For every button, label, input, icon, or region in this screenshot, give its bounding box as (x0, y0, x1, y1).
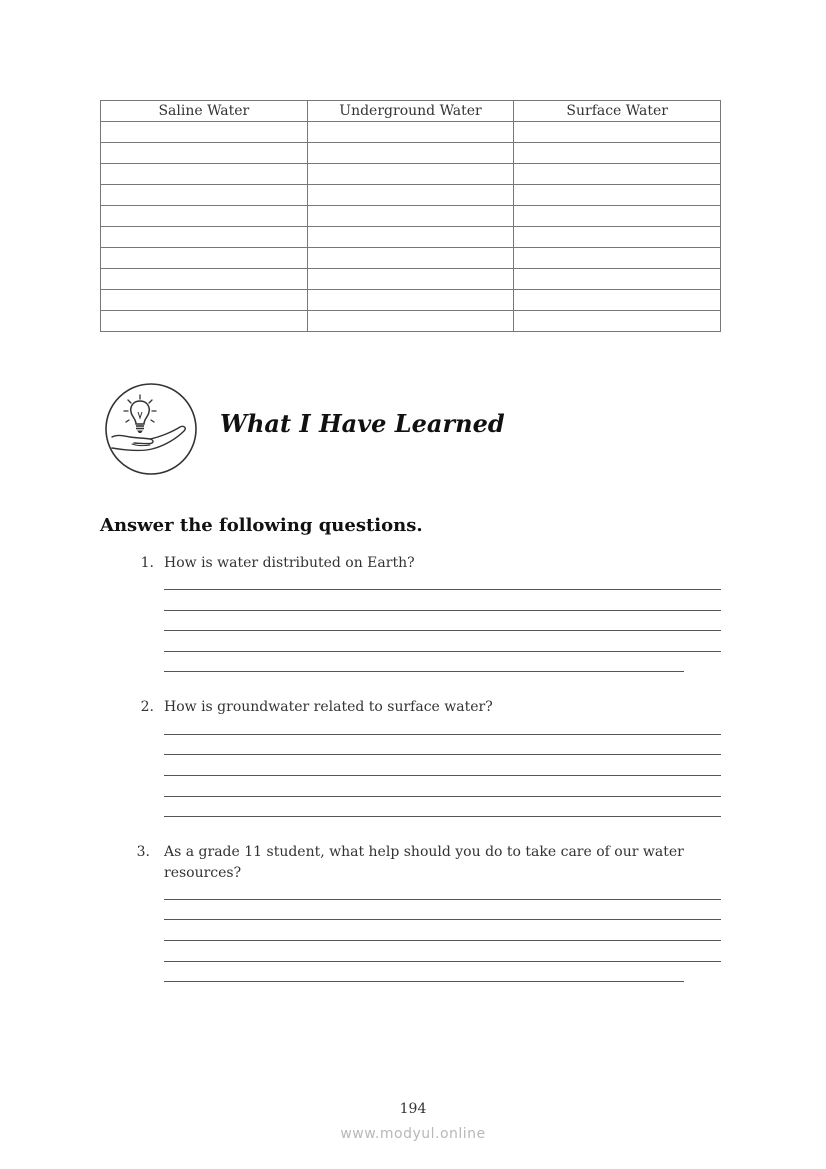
answer-line[interactable] (164, 630, 721, 631)
answer-line[interactable] (164, 610, 721, 611)
table-row (101, 206, 721, 227)
table-cell[interactable] (514, 290, 721, 311)
table-cell[interactable] (514, 269, 721, 290)
answer-line[interactable] (164, 816, 721, 817)
table-row (101, 248, 721, 269)
table-cell[interactable] (307, 311, 514, 332)
water-classification-table (100, 100, 721, 332)
table-cell[interactable] (307, 122, 514, 143)
answer-line[interactable] (164, 775, 721, 776)
table-cell[interactable] (101, 143, 308, 164)
answer-line[interactable] (164, 651, 721, 652)
table-cell[interactable] (101, 311, 308, 332)
table-row (101, 185, 721, 206)
table-cell[interactable] (101, 185, 308, 206)
table-row (101, 269, 721, 290)
table-header-row (101, 101, 721, 122)
table-cell[interactable] (514, 227, 721, 248)
answer-line[interactable] (164, 796, 721, 797)
question-2-number: 2. (140, 699, 154, 715)
table-cell[interactable] (307, 206, 514, 227)
answer-line[interactable] (164, 589, 721, 590)
column-header-surface-water: Surface Water (514, 101, 721, 122)
table-cell[interactable] (514, 248, 721, 269)
instructions-heading: Answer the following questions. (100, 515, 423, 536)
answer-line[interactable] (164, 734, 721, 735)
table-cell[interactable] (307, 290, 514, 311)
table-cell[interactable] (514, 143, 721, 164)
question-2-text: How is groundwater related to surface water? (164, 699, 493, 715)
question-1-number: 1. (140, 555, 154, 571)
answer-line[interactable] (164, 754, 721, 755)
table-cell[interactable] (307, 269, 514, 290)
table-row (101, 164, 721, 185)
table-cell[interactable] (307, 227, 514, 248)
table-row (101, 143, 721, 164)
question-3-text-line-1: As a grade 11 student, what help should you do to take care of our water (164, 844, 684, 860)
column-header-saline-water: Saline Water (101, 101, 308, 122)
table-cell[interactable] (101, 248, 308, 269)
table-cell[interactable] (514, 122, 721, 143)
answer-line[interactable] (164, 919, 721, 920)
table-cell[interactable] (101, 122, 308, 143)
answer-line[interactable] (164, 899, 721, 900)
question-3-text-line-2: resources? (164, 865, 242, 881)
table-cell[interactable] (101, 290, 308, 311)
answer-line[interactable] (164, 981, 684, 982)
table-row (101, 227, 721, 248)
table-cell[interactable] (514, 311, 721, 332)
table-cell[interactable] (101, 227, 308, 248)
table-row (101, 311, 721, 332)
table-cell[interactable] (307, 248, 514, 269)
table-row (101, 122, 721, 143)
watermark-text: www.modyul.online (340, 1126, 486, 1142)
column-header-underground-water: Underground Water (307, 101, 514, 122)
table-cell[interactable] (307, 185, 514, 206)
table-cell[interactable] (101, 206, 308, 227)
table-cell[interactable] (307, 164, 514, 185)
table-row (101, 290, 721, 311)
table-cell[interactable] (101, 269, 308, 290)
table-cell[interactable] (307, 143, 514, 164)
lightbulb-in-hand-icon (104, 382, 198, 476)
table-cell[interactable] (101, 164, 308, 185)
question-3-number: 3. (136, 844, 150, 860)
answer-line[interactable] (164, 961, 721, 962)
question-1-text: How is water distributed on Earth? (164, 555, 415, 571)
table-cell[interactable] (514, 164, 721, 185)
answer-line[interactable] (164, 940, 721, 941)
table-cell[interactable] (514, 206, 721, 227)
page-number: 194 (399, 1101, 427, 1117)
answer-line[interactable] (164, 671, 684, 672)
table-cell[interactable] (514, 185, 721, 206)
section-title: What I Have Learned (220, 409, 505, 438)
